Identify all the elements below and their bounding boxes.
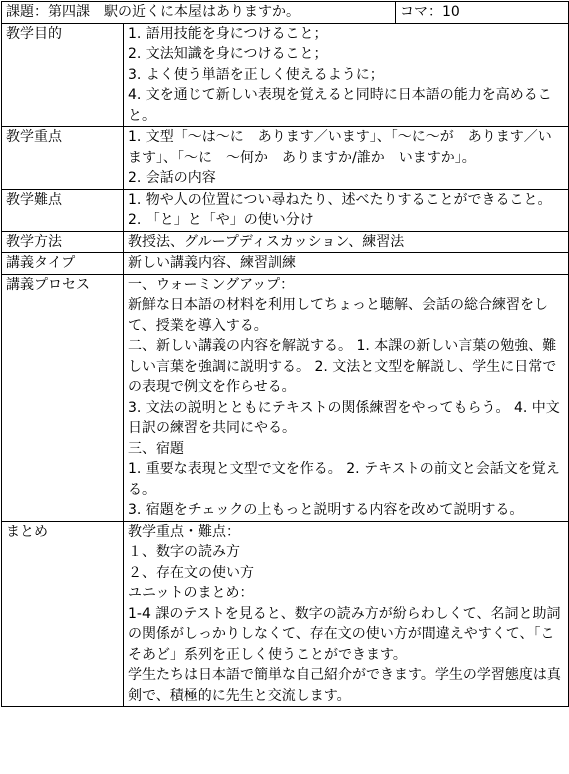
content-line: 三、宿題 — [128, 440, 184, 457]
content-line: 新鮮な日本語の材料を利用してちょっと聴解、会話の総合練習をして、授業を導入する。 — [128, 297, 548, 334]
header-row — [2, 2, 569, 24]
lesson-topic: 課題：第四課 駅の近くに本屋はありますか。 — [2, 2, 396, 24]
row-difficulties — [2, 189, 569, 231]
content-line: 学生たちは日本語で簡単な自己紹介ができます。学生の学習態度は真剣で、積極的に先生と交流します。 — [128, 667, 561, 704]
row-lecture-process — [2, 274, 569, 521]
content-line: 新しい講義内容、練習訓練 — [128, 255, 296, 271]
row-label: 講義プロセス — [2, 274, 124, 521]
lesson-plan-table — [1, 1, 569, 707]
content-line: 3. 文法の説明とともにテキストの関係練習をやってもらう。 4. 中文日訳の練習を共同にやる。 — [128, 399, 560, 436]
content-line: 2. 「と」と「や」の使い分け — [128, 212, 314, 228]
content-line: 3. よく使う単語を正しく使えるように； — [128, 66, 384, 83]
row-label: まとめ — [2, 521, 124, 707]
row-label: 講義タイプ — [2, 253, 124, 275]
row-key-points — [2, 127, 569, 190]
row-label: 教学重点 — [2, 127, 124, 190]
content-line: 1. 重要な表現と文型で文を作る。 2. テキストの前文と会話文を覚える。 — [128, 461, 560, 498]
row-label: 教学目的 — [2, 23, 124, 127]
row-content — [124, 231, 569, 253]
content-line: 4. 文を通じて新しい表現を覚えると同時に日本語の能力を高めること。 — [128, 87, 552, 124]
row-methods — [2, 231, 569, 253]
content-line: 2. 会話の内容 — [128, 170, 216, 186]
row-label: 教学方法 — [2, 231, 124, 253]
row-content — [124, 521, 569, 707]
row-content — [124, 127, 569, 190]
content-line: 3. 宿題をチェックの上もっと説明する内容を改めて説明する。 — [128, 502, 524, 518]
content-line: 1-4 課のテストを見ると、数字の読み方が紛らわしくて、名詞と助詞の関係がしっかりしなくて、存在文の使い方が間違えやすくて、「こそあど」系列を正しく使うことができます。 — [128, 605, 561, 663]
content-line: ２、存在文の使い方 — [128, 564, 254, 581]
koma-number: コマ：10 — [396, 2, 569, 24]
content-line: 1. 文型「～は～に あります／います」、「～に～が あります／います」、「～に ～何か ありますか/誰か いますか」。 — [128, 129, 552, 166]
row-summary — [2, 521, 569, 707]
content-line: 教学重点・難点： — [128, 523, 240, 540]
row-label: 教学難点 — [2, 189, 124, 231]
content-line: 二、新しい講義の内容を解説する。 1. 本課の新しい言葉の勉強、難しい言葉を強調に説明する。 2. 文法と文型を解説し、学生に日常での表現で例文を作らせる。 — [128, 338, 557, 395]
row-objectives — [2, 23, 569, 127]
content-line: １、数字の読み方 — [128, 544, 240, 560]
content-line: ユニットのまとめ： — [128, 585, 254, 601]
row-lecture-type — [2, 253, 569, 275]
row-content — [124, 274, 569, 521]
lesson-plan-rows — [2, 23, 569, 707]
row-content — [124, 253, 569, 275]
content-line: 一、ウォーミングアップ： — [128, 276, 295, 293]
content-line: 1. 語用技能を身につけること； — [128, 25, 328, 42]
row-content — [124, 189, 569, 231]
content-line: 1. 物や人の位置につい尋ねたり、述べたりすることができること。 — [128, 191, 552, 208]
content-line: 2. 文法知識を身につけること； — [128, 46, 328, 62]
row-content — [124, 23, 569, 127]
content-line: 教授法、グループディスカッション、練習法 — [128, 233, 405, 250]
